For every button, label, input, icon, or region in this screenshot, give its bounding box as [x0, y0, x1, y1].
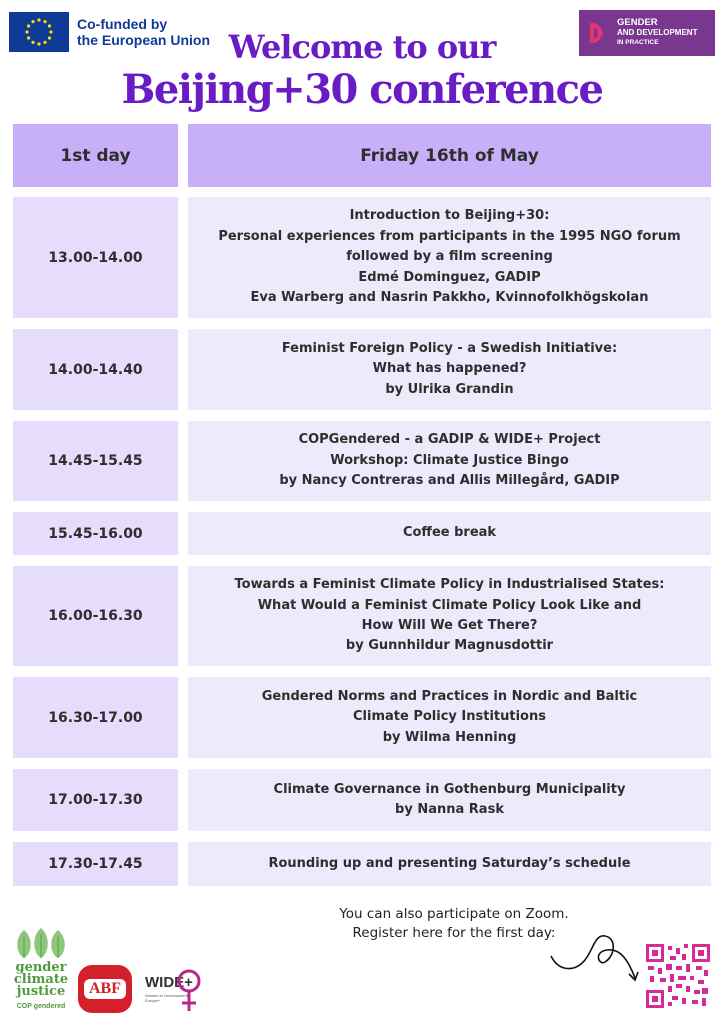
session-line: Rounding up and presenting Saturday’s schedule [268, 855, 631, 871]
session-line: followed by a film screening [346, 249, 553, 265]
session-line: Climate Governance in Gothenburg Municipality [273, 781, 626, 797]
zoom-line2: Register here for the first day: [352, 925, 556, 941]
qr-code-icon[interactable] [646, 944, 710, 1008]
venus-symbol-icon [172, 967, 206, 1013]
session-line: Introduction to Beijing+30: [349, 208, 550, 224]
session-line: by Wilma Henning [382, 729, 517, 745]
gadip-line2: AND DEVELOPMENT [617, 28, 698, 37]
session-description [188, 197, 711, 318]
session-line: by Nancy Contreras and Allis Millegård, GADIP [279, 473, 620, 489]
session-line: Feminist Foreign Policy - a Swedish Initiative: [281, 340, 618, 356]
curved-arrow-icon [545, 926, 645, 986]
session-description [188, 329, 711, 410]
abf-logo [78, 965, 132, 1013]
session-line: by Gunnhildur Magnusdottir [345, 638, 554, 654]
gadip-line1: GENDER [617, 17, 658, 28]
session-description [188, 566, 711, 666]
session-time: 16.30-17.00 [13, 677, 178, 758]
date-label-header: Friday 16th of May [188, 124, 711, 187]
session-line: COPGendered - a GADIP & WIDE+ Project [298, 432, 601, 448]
eu-logo-line1: Co-funded by [77, 16, 168, 32]
session-description [188, 842, 711, 886]
session-line: How Will We Get There? [361, 618, 538, 633]
session-time: 16.00-16.30 [13, 566, 178, 666]
session-description [188, 769, 711, 831]
session-line: Gendered Norms and Practices in Nordic and Baltic [261, 688, 638, 704]
session-description [188, 421, 711, 501]
session-time: 14.00-14.40 [13, 329, 178, 410]
day-label-header: 1st day [13, 124, 178, 187]
session-time: 17.30-17.45 [13, 842, 178, 886]
session-time: 15.45-16.00 [13, 512, 178, 555]
session-description [188, 512, 711, 555]
page-title-line1: Welcome to our [228, 28, 496, 66]
gcj-line3: justice [16, 984, 66, 999]
page-title-line2: Beijing+30 conference [121, 66, 603, 113]
session-time: 17.00-17.30 [13, 769, 178, 831]
gcj-logo-text [10, 962, 72, 998]
session-line: Towards a Feminist Climate Policy in Industrialised States: [234, 577, 665, 593]
abf-logo-text: ABF [84, 979, 126, 999]
gcj-line1: gender [15, 960, 67, 975]
gcj-line2: climate [13, 972, 69, 987]
session-line: Eva Warberg and Nasrin Pakkho, Kvinnofolkhögskolan [250, 290, 649, 306]
session-line: Workshop: Climate Justice Bingo [330, 452, 569, 468]
zoom-line1: You can also participate on Zoom. [339, 906, 569, 922]
session-description [188, 677, 711, 758]
gadip-line3: IN PRACTICE [617, 39, 659, 46]
session-line: Coffee break [402, 525, 497, 541]
session-line: by Ulrika Grandin [385, 381, 514, 397]
session-line: What has happened? [372, 361, 527, 377]
session-line: Climate Policy Institutions [353, 709, 546, 725]
session-line: What Would a Feminist Climate Policy Look Like and [257, 597, 642, 613]
eu-logo-line2: the European Union [77, 32, 210, 48]
wide-logo-subtitle: Women In Development Europe+ [145, 993, 188, 1003]
session-line: by Nanna Rask [395, 802, 504, 817]
gcj-logo-subtitle: COP gendered [16, 1003, 66, 1010]
session-time: 13.00-14.00 [13, 197, 178, 318]
session-time: 14.45-15.45 [13, 421, 178, 501]
wide-logo-text: WIDE+ [145, 974, 193, 991]
session-line: Edmé Dominguez, GADIP [358, 269, 541, 285]
session-line: Personal experiences from participants in the 1995 NGO forum [218, 228, 681, 244]
